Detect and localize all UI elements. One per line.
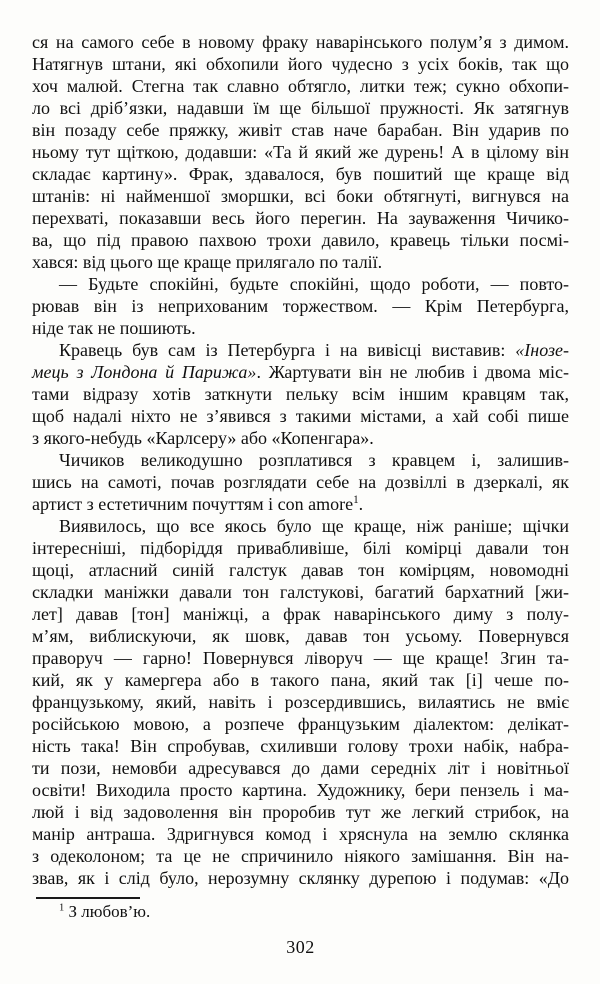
text-line <box>32 141 569 163</box>
footnote-text: З любов’ю. <box>64 902 151 921</box>
text-line <box>32 273 569 295</box>
text-segment: Натягнув штани, які обхопили його чудесно з усіх боків, так що <box>32 54 569 74</box>
text-line <box>32 713 569 735</box>
text-line <box>32 735 569 757</box>
text-line <box>32 625 569 647</box>
text-line <box>32 383 569 405</box>
footnote <box>32 901 569 923</box>
italic-text: «Інозе- <box>515 340 569 360</box>
text-line <box>32 405 569 427</box>
text-line <box>32 75 569 97</box>
text-segment: люй і від задоволення він проробив тут же легкий стрибок, на <box>32 802 569 822</box>
text-segment: перехваті, показавши весь його перегин. На зауваження Чичико- <box>32 208 569 228</box>
text-segment: . <box>358 494 364 514</box>
text-segment: щоці, атласний синій галстук давав тон комірцям, новомодні <box>32 560 569 580</box>
text-line <box>32 31 569 53</box>
text-line <box>32 207 569 229</box>
text-line <box>32 515 569 537</box>
text-segment: звав, як і слід було, нерозумну склянку дурепою і подумав: «До <box>32 868 569 888</box>
text-segment: Виявилось, що все якось було ще краще, ніж раніше; щічки <box>59 516 569 536</box>
text-segment: щоб надалі ніхто не з’явився з такими містами, а хай собі пише <box>32 406 569 426</box>
footnote-reference: 1 <box>353 494 359 506</box>
text-line <box>32 295 569 317</box>
text-segment: складки маніжки давали тон галстукові, багатий бархатний [жи- <box>32 582 569 602</box>
body-text <box>32 31 569 889</box>
text-segment: освіти! Виходила просто картина. Художнику, бери пензель і ма- <box>32 780 569 800</box>
text-line <box>32 361 569 383</box>
page-number: 302 <box>286 937 315 957</box>
text-line <box>32 251 569 273</box>
text-line <box>32 185 569 207</box>
text-segment: інтересніші, підборіддя привабливіше, білі комірці давали тон <box>32 538 569 558</box>
text-line <box>32 493 569 515</box>
text-line <box>32 53 569 75</box>
text-line <box>32 471 569 493</box>
text-segment: артист з естетичним почуттям і con amore <box>32 494 354 514</box>
text-segment: він позаду себе пряжку, живіт став наче барабан. Він ударив по <box>32 120 569 140</box>
text-segment: складає картину». Фрак, здавалося, був пошитий ще краще від <box>32 164 569 184</box>
text-segment: ло всі дріб’язки, надавши їм ще більшої пружності. Як затягнув <box>32 98 569 118</box>
text-segment: кий, як у камергера або в такого пана, який так [і] чеше по- <box>32 670 569 690</box>
text-segment: французькому, який, навіть і розсердившись, вилаятись не вміє <box>32 692 569 712</box>
text-segment: праворуч — гарно! Повернувся ліворуч — ще краще! Згин та- <box>32 648 569 668</box>
text-segment: російською мовою, а розпече французьким діалектом: делікат- <box>32 714 569 734</box>
text-segment: хався: від цього ще краще прилягало по талії. <box>32 252 383 272</box>
text-line <box>32 449 569 471</box>
text-segment: ся на самого себе в новому фраку наварінського полум’я з димом. <box>32 32 569 52</box>
text-segment: ніде так не пошиють. <box>32 318 196 338</box>
text-line <box>32 845 569 867</box>
text-segment: лет] давав [тон] маніжці, а фрак наварінського диму з полу- <box>32 604 569 624</box>
text-segment: ність така! Він спробував, схиливши голову трохи набік, набра- <box>32 736 569 756</box>
text-segment: з одеколоном; та це не спричинило ніякого замішання. Він на- <box>32 846 569 866</box>
text-line <box>32 559 569 581</box>
text-segment: ва, що під правою пахвою трохи давило, кравець тільки посмі- <box>32 230 569 250</box>
text-line <box>32 427 569 449</box>
text-segment: тами відразу хотів заткнути пельку всім іншим кравцям так, <box>32 384 569 404</box>
text-line <box>32 97 569 119</box>
text-line <box>32 867 569 889</box>
text-line <box>32 779 569 801</box>
text-line <box>32 163 569 185</box>
text-line <box>32 647 569 669</box>
text-segment: . Жартувати він не любив і двома міс- <box>256 362 569 382</box>
text-line <box>32 801 569 823</box>
footnote-marker: 1 <box>59 902 65 914</box>
text-line <box>32 317 569 339</box>
text-segment: шись на самоті, почав розглядати себе на дозвіллі в дзеркалі, як <box>32 472 569 492</box>
text-segment: штанів: ні найменшої зморшки, всі боки обтягнуті, вигнувся на <box>32 186 569 206</box>
text-line <box>32 691 569 713</box>
text-segment: ньому тут щіткою, додавши: «Та й який же дурень! А в цілому він <box>32 142 569 162</box>
text-line <box>32 119 569 141</box>
text-segment: хоч малюй. Стегна так славно обтягло, литки теж; сукно обхопи- <box>32 76 569 96</box>
text-line <box>32 757 569 779</box>
footnote-rule <box>36 897 140 899</box>
text-segment: м’ям, виблискуючи, як шовк, давав тон усьому. Повернувся <box>32 626 569 646</box>
italic-text: мець з Лондона й Парижа» <box>32 362 257 382</box>
text-line <box>32 339 569 361</box>
text-segment: ти пози, немовби адресувався до дами середніх літ і новітньої <box>32 758 569 778</box>
text-segment: Кравець був сам із Петербурга і на вивісці виставив: <box>59 340 516 360</box>
text-segment: з якого-небудь «Карлсеру» або «Копенгара». <box>32 428 374 448</box>
text-line <box>32 669 569 691</box>
text-line <box>32 229 569 251</box>
text-line <box>32 537 569 559</box>
text-segment: Чичиков великодушно розплатився з кравцем і, залишив- <box>59 450 569 470</box>
text-segment: — Будьте спокійні, будьте спокійні, щодо роботи, — повто- <box>59 274 569 294</box>
text-segment: манір антраша. Здригнувся комод і хряснула на землю склянка <box>32 824 569 844</box>
text-segment: рював він із неприхованим торжеством. — Крім Петербурга, <box>32 296 569 316</box>
text-line <box>32 823 569 845</box>
text-line <box>32 603 569 625</box>
text-line <box>32 581 569 603</box>
